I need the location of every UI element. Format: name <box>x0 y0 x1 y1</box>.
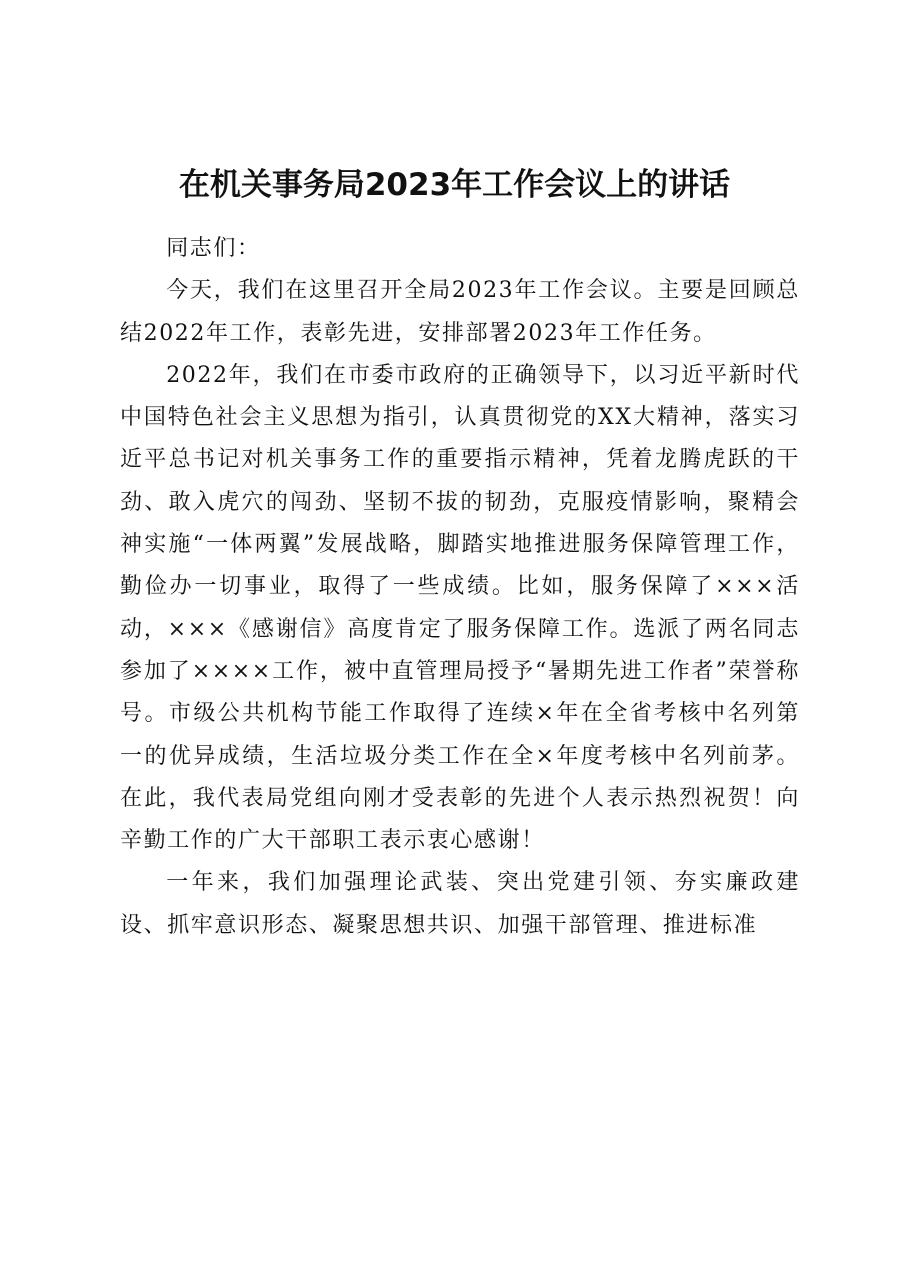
body-paragraph: 2022年，我们在市委市政府的正确领导下，以习近平新时代中国特色社会主义思想为指引，认真贯彻党的XX大精神，落实习近平总书记对机关事务工作的重要指示精神，凭着龙腾虎跃的干劲、敢入虎穴的闯劲、坚韧不拔的韧劲，克服疫情影响，聚精会神实施“一体两翼”发展战略，脚踏实地推进服务保障管理工作，勤俭办一切事业，取得了一些成绩。比如，服务保障了×××活动，×××《感谢信》高度肯定了服务保障工作。选派了两名同志参加了××××工作，被中直管理局授予“暑期先进工作者”荣誉称号。市级公共机构节能工作取得了连续×年在全省考核中名列第一的优异成绩，生活垃圾分类工作在全×年度考核中名列前茅。在此，我代表局党组向刚才受表彰的先进个人表示热烈祝贺！向辛勤工作的广大干部职工表示衷心感谢！ <box>120 362 800 854</box>
body-paragraph: 一年来，我们加强理论武装、突出党建引领、夯实廉政建设、抓牢意识形态、凝聚思想共识、加强干部管理、推进标准 <box>120 870 800 938</box>
document-body <box>120 228 800 947</box>
body-paragraph: 今天，我们在这里召开全局2023年工作会议。主要是回顾总结2022年工作，表彰先进，安排部署2023年工作任务。 <box>120 278 800 346</box>
document-title: 在机关事务局2023年工作会议上的讲话 <box>178 167 731 203</box>
salutation-paragraph: 同志们： <box>166 236 261 261</box>
